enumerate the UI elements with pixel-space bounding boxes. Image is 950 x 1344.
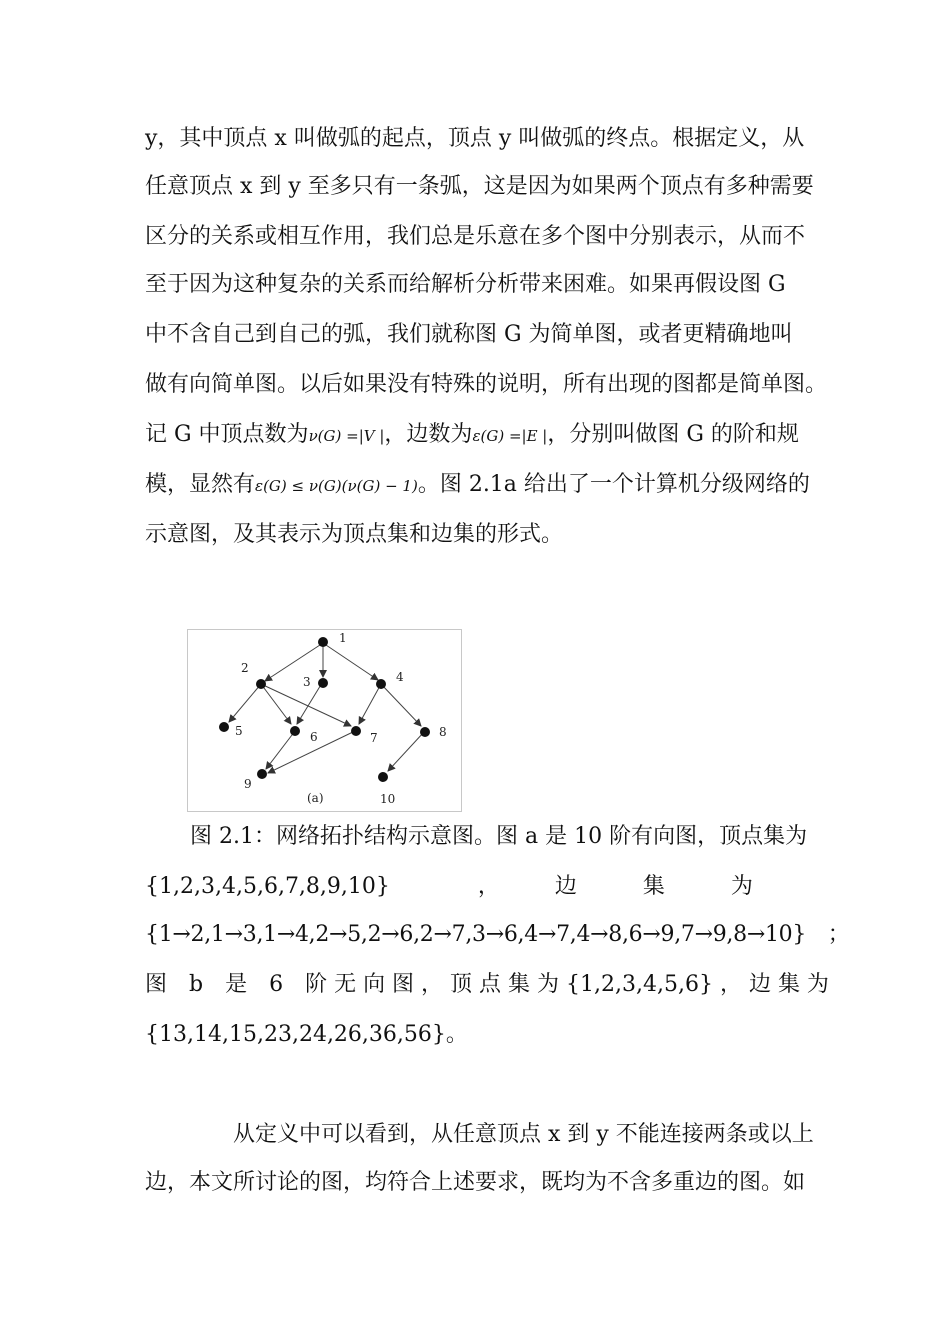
text-line: 任意顶点 x 到 y 至多只有一条弧，这是因为如果两个顶点有多种需要	[145, 174, 814, 199]
node-label: 1	[339, 631, 347, 645]
graph-node	[351, 726, 361, 736]
graph-node	[378, 772, 388, 782]
graph-node	[219, 722, 229, 732]
node-label: 7	[370, 731, 378, 745]
graph-node	[420, 727, 430, 737]
caption-line: {13,14,15,23,24,26,36,56}。	[145, 1022, 468, 1047]
text-line: 示意图，及其表示为顶点集和边集的形式。	[145, 522, 564, 547]
edge-2-6	[261, 684, 291, 724]
text-line: 区分的关系或相互作用，我们总是乐意在多个图中分别表示，从而不	[145, 224, 806, 249]
edge-4-7	[359, 684, 381, 724]
text-line: y，其中顶点 x 叫做弧的起点，顶点 y 叫做弧的终点。根据定义，从	[145, 126, 805, 151]
directed-graph	[188, 630, 461, 811]
text-line: 做有向简单图。以后如果没有特殊的说明，所有出现的图都是简单图。	[145, 372, 828, 397]
caption-line: {1,2,3,4,5,6,7,8,9,10} ， 边 集 为	[145, 874, 753, 899]
graph-node	[257, 769, 267, 779]
edge-2-5	[229, 684, 261, 722]
edge-1-2	[265, 643, 323, 681]
node-label: 3	[303, 675, 311, 689]
text-line: 从定义中可以看到，从任意顶点 x 到 y 不能连接两条或以上	[233, 1122, 814, 1147]
graph-node	[290, 726, 300, 736]
caption-line: 图 2.1：网络拓扑结构示意图。图 a 是 10 阶有向图，顶点集为	[190, 824, 808, 849]
node-label: 5	[235, 724, 243, 738]
graph-node	[318, 637, 328, 647]
text-segment: 模，显然有	[145, 472, 256, 497]
graph-figure	[187, 629, 462, 812]
node-label: 10	[380, 792, 396, 806]
text-segment: 记 G 中顶点数为	[145, 422, 309, 447]
text-segment: ，边数为	[384, 422, 473, 447]
caption-line: 图 b 是 6 阶 无 向 图 ， 顶 点 集 为 {1,2,3,4,5,6} ， 边 集 为	[145, 972, 829, 997]
text-line: 至于因为这种复杂的关系而给解析分析带来困难。如果再假设图 G	[145, 272, 786, 297]
edge-2-7	[261, 684, 351, 726]
formula-inequality: ε(G) ≤ ν(G)(ν(G) − 1)	[255, 477, 418, 495]
node-label: 9	[244, 777, 252, 791]
graph-node	[256, 679, 266, 689]
edge-3-6	[297, 683, 322, 724]
edge-6-9	[266, 731, 295, 769]
graph-node	[376, 679, 386, 689]
formula-order: ν(G) =|V |	[308, 427, 385, 445]
node-label: 8	[439, 725, 447, 739]
text-line: 中不含自己到自己的弧，我们就称图 G 为简单图，或者更精确地叫	[145, 322, 793, 347]
text-line: 边，本文所讨论的图，均符合上述要求，既均为不含多重边的图。如	[145, 1170, 806, 1195]
graph-node	[318, 678, 328, 688]
figure-tag: (a)	[307, 791, 324, 805]
text-line-with-formula	[145, 470, 810, 501]
formula-size: ε(G) =|E |	[472, 427, 548, 445]
text-segment: 。图 2.1a 给出了一个计算机分级网络的	[417, 472, 810, 497]
text-segment: ，分别叫做图 G 的阶和规	[547, 422, 799, 447]
edge-1-4	[323, 643, 378, 680]
node-label: 4	[396, 670, 404, 684]
edge-8-10	[388, 732, 424, 771]
node-label: 6	[310, 730, 318, 744]
node-label: 2	[241, 661, 249, 675]
edge-4-8	[381, 684, 421, 726]
caption-line: {1→2,1→3,1→4,2→5,2→6,2→7,3→6,4→7,4→8,6→9,7→9,8→10} ；	[145, 922, 850, 947]
text-line-with-formula	[145, 420, 807, 451]
